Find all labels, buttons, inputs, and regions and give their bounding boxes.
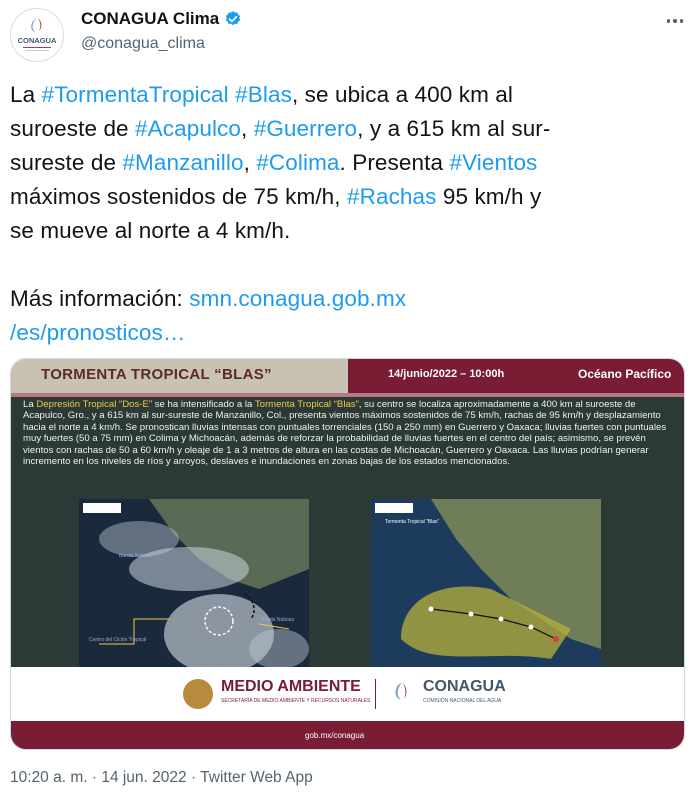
image-banner-date: 14/junio/2022 – 10:00h <box>388 368 505 380</box>
account-handle[interactable]: @conagua_clima <box>81 35 205 52</box>
highlight-text: Tormenta Tropical “Blas” <box>254 399 359 410</box>
label-tormenta-blas: Tormenta Tropical “Blas” <box>385 519 440 525</box>
tweet-line <box>10 146 690 180</box>
url-link[interactable]: smn.conagua.gob.mx <box>189 286 407 311</box>
trajectory-map-icon <box>371 499 601 687</box>
more-info-label: Más información: <box>10 286 190 311</box>
text: máximos sostenidos de 75 km/h, <box>10 184 347 209</box>
tweet-body <box>10 78 690 350</box>
tweet-image[interactable] <box>10 358 685 750</box>
conagua-logo-text: CONAGUA <box>423 678 506 695</box>
label-centro-ciclon: Centro del Ciclón Tropical <box>89 637 147 643</box>
image-body <box>11 397 684 667</box>
text: , su centro se localiza aproximadamente a 400 km al suroeste de Acapulco, Gro., y a 615 km al sur-sureste de Manzanillo, Col., presenta vientos máximos sostenidos de 75 km/h, rachas de 95 km/h y desplazamiento hacia el norte a 4 km/h. Se pronostican lluvias intensas con puntuales torrenciales (150 a 250 mm) en Guerrero y Oaxaca; lluvias fuertes con puntuales muy fuertes (50 a 75 mm) en Colima y Michoacán, además de reforzar la probabilidad de lluvias fuertes en el centro del país; asimismo, se prevén vientos con rachas de 50 a 60 km/h y oleaje de 1 a 3 metros de altura en las costas de Michoacán, Guerrero y Oaxaca. Las lluvias podrían generar incremento en los niveles de ríos y arroyos, deslaves e inundaciones en zonas bajas de los estados mencionados. <box>23 399 667 468</box>
tweet-header <box>0 0 700 70</box>
hashtag-link[interactable]: #Acapulco <box>135 116 242 141</box>
tweet-line: se mueve al norte a 4 km/h. <box>10 218 291 243</box>
highlight-text: Depresión Tropical “Dos-E” <box>36 399 153 410</box>
image-banner-title-bg <box>11 359 348 393</box>
text: sureste de <box>10 150 123 175</box>
image-footer-logos <box>11 667 684 721</box>
tweet-timestamp[interactable]: 10:20 a. m. · 14 jun. 2022 · Twitter Web App <box>10 769 313 786</box>
text: La <box>10 82 42 107</box>
display-name-row[interactable] <box>81 9 242 29</box>
avatar-logo-text: CONAGUA <box>17 36 57 45</box>
satellite-map-icon <box>79 499 309 687</box>
text: 95 km/h y <box>436 184 542 209</box>
logo-separator <box>375 679 376 709</box>
conagua-logo-icon <box>11 9 63 61</box>
tweet-line <box>10 112 690 146</box>
hashtag-link[interactable]: #Rachas <box>347 184 437 209</box>
image-social-bar <box>11 721 684 749</box>
text: se ha intensificado a la <box>152 399 255 410</box>
hashtag-link[interactable]: #TormentaTropical <box>41 82 229 107</box>
avatar[interactable] <box>10 8 64 62</box>
text: , <box>243 150 257 175</box>
label-banda-nubosa: Banda Nubosa <box>119 553 153 559</box>
hashtag-link[interactable]: #Guerrero <box>253 116 358 141</box>
text: , se ubica a 400 km al <box>291 82 514 107</box>
medio-ambiente-logo: MEDIO AMBIENTE <box>221 678 361 695</box>
text: , <box>241 116 254 141</box>
label-banda-nubosa-2: Banda Nubosa <box>261 617 295 623</box>
more-dot-icon <box>680 19 684 23</box>
image-banner-ocean: Océano Pacífico <box>578 367 672 381</box>
hashtag-link[interactable]: #Blas <box>235 82 292 107</box>
hashtag-link[interactable]: #Colima <box>256 150 340 175</box>
tweet-line <box>10 180 690 214</box>
text: suroeste de <box>10 116 136 141</box>
mexico-seal-icon <box>183 679 213 709</box>
more-dot-icon <box>673 19 677 23</box>
text: , y a 615 km al sur- <box>357 116 551 141</box>
satellite-panel <box>79 499 309 687</box>
text: . Presenta <box>339 150 450 175</box>
image-banner-title: TORMENTA TROPICAL “BLAS” <box>41 366 272 383</box>
image-banner-info <box>348 359 684 393</box>
hashtag-link[interactable]: #Vientos <box>449 150 538 175</box>
image-description <box>23 399 673 467</box>
verified-badge-icon <box>224 10 242 28</box>
tweet-line <box>10 78 690 112</box>
more-options-button[interactable] <box>664 10 686 32</box>
social-handle: gob.mx/conagua <box>305 731 365 740</box>
more-dot-icon <box>667 19 671 23</box>
conagua-subtitle: COMISIÓN NACIONAL DEL AGUA <box>423 698 502 704</box>
tweet-line <box>10 282 690 316</box>
conagua-drop-icon <box>387 679 417 709</box>
url-link-continued[interactable]: /es/pronosticos… <box>10 320 186 345</box>
display-name[interactable]: CONAGUA Clima <box>81 9 220 28</box>
trajectory-panel <box>371 499 601 687</box>
hashtag-link[interactable]: #Manzanillo <box>122 150 244 175</box>
tweet-line <box>10 316 690 350</box>
text: La <box>23 399 37 410</box>
medio-ambiente-subtitle: SECRETARÍA DE MEDIO AMBIENTE Y RECURSOS NATURALES <box>221 698 371 704</box>
